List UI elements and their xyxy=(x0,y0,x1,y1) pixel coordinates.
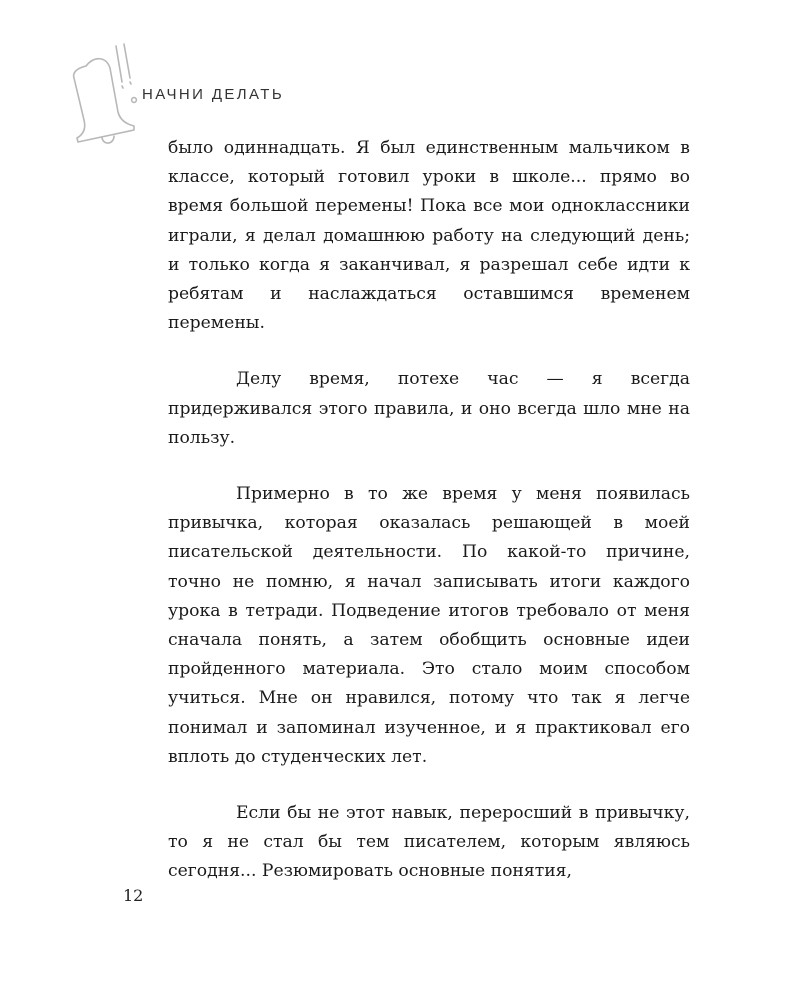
body-text xyxy=(168,134,690,887)
paragraph: было одиннадцать. Я был единственным мальчиком в классе, который готовил уроки в школе... прямо во время большой перемены! Пока все мои одноклассники играли, я делал домашнюю работу на следующий день; и только когда я заканчивал, я разрешал себе идти к ребятам и наслаждаться оставшимся временем перемены. xyxy=(168,138,690,334)
paragraph: Делу время, потехе час — я всегда придерживался этого правила, и оно всегда шло мне на пользу. xyxy=(168,369,690,448)
bell-exclamation-icon xyxy=(64,38,144,148)
page-header xyxy=(64,38,364,148)
paragraph: Примерно в то же время у меня появилась привычка, которая оказалась решающей в моей писательской деятельности. По какой-то причине, точно не помню, я начал записывать итоги каждого урока в тетради. Подведение итогов требовало от меня сначала понять, а затем обобщить основные идеи пройденного материала. Это стало моим способом учиться. Мне он нравился, потому что так я легче понимал и запоминал изученное, и я практиковал его вплоть до студенческих лет. xyxy=(168,484,690,767)
paragraph: Если бы не этот навык, переросший в привычку, то я не стал бы тем писателем, которым являюсь сегодня... Резюмировать основные понятия, xyxy=(168,803,690,882)
page-number: 12 xyxy=(123,886,144,905)
running-title: НАЧНИ ДЕЛАТЬ xyxy=(142,86,285,103)
